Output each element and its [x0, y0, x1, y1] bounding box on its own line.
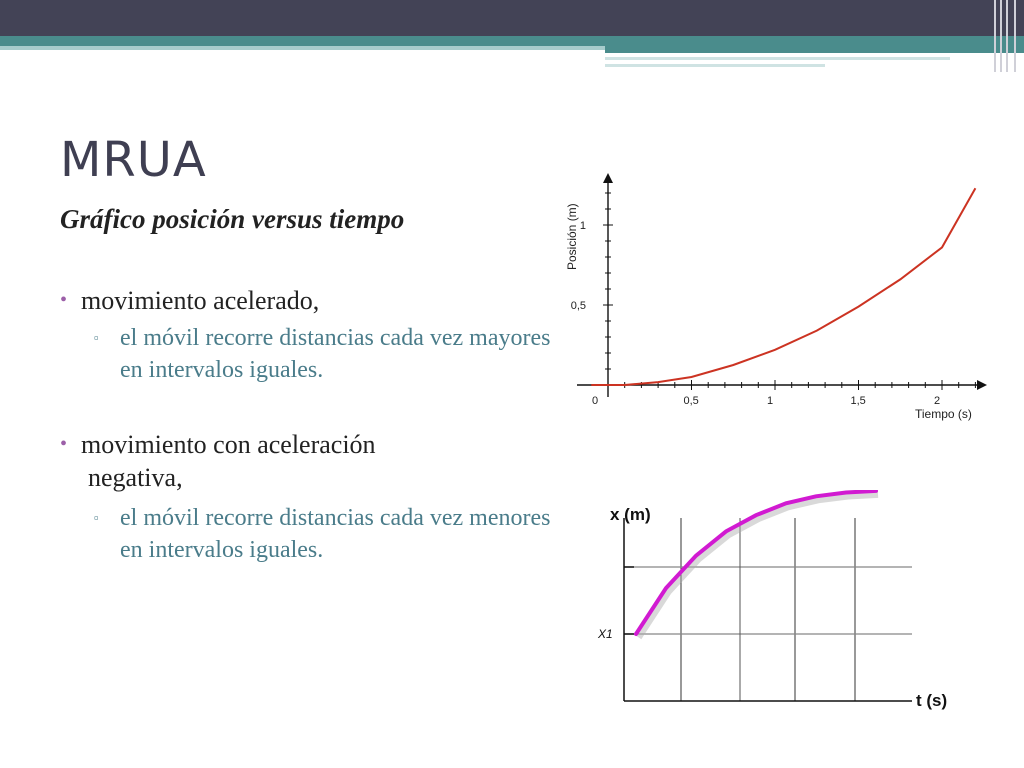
square-bullet-icon: ▫ [94, 330, 99, 345]
bullet-text: movimiento acelerado, [81, 286, 320, 315]
bullet-continuation [88, 461, 183, 494]
x-axis-label: t (s) [916, 691, 948, 710]
header-stripe [0, 36, 1024, 46]
sub-bullet-item [94, 322, 554, 386]
position-time-chart-decelerated [590, 490, 980, 720]
position-time-chart-accelerated [555, 165, 995, 430]
x-axis-arrow-icon [977, 380, 987, 390]
square-bullet-icon: ▫ [94, 510, 99, 525]
bullet-item [60, 284, 319, 320]
x1-annotation: X1 [598, 627, 613, 641]
header-line-short [605, 64, 825, 67]
slide-title: MRUA [60, 132, 207, 188]
series-line [636, 491, 876, 634]
y-axis-label: Posición (m) [565, 203, 579, 270]
header-bar [0, 0, 1024, 36]
header-stripe-light [0, 46, 605, 50]
series-line [591, 188, 975, 385]
x-tick-label: 2 [934, 395, 941, 407]
bullet-dot-icon: • [60, 289, 68, 311]
sub-bullet-text: el móvil recorre distancias cada vez mayores en intervalos iguales. [120, 325, 551, 383]
sub-bullet-item [94, 502, 554, 566]
bullet-item [60, 428, 376, 464]
slide-subtitle: Gráfico posición versus tiempo [60, 204, 405, 234]
x-tick-label: 1 [767, 395, 774, 407]
x-tick-label: 1,5 [850, 395, 866, 407]
bullet-text-line1: movimiento con aceleración [81, 430, 376, 459]
y-tick-label: 0,5 [570, 300, 586, 312]
y-tick-label: 1 [579, 220, 586, 232]
x-axis-label: Tiempo (s) [915, 407, 972, 421]
header-vertical-lines [990, 0, 1024, 72]
sub-bullet-text: el móvil recorre distancias cada vez menores en intervalos iguales. [120, 505, 551, 563]
bullet-dot-icon: • [60, 433, 68, 455]
header-stripe-right [605, 46, 1024, 53]
y-axis-arrow-icon [603, 173, 613, 183]
x-tick-label: 0,5 [683, 395, 699, 407]
header-line [605, 57, 950, 60]
x-tick-label: 0 [592, 395, 599, 407]
bullet-text-line2: negativa, [88, 463, 183, 492]
y-axis-label: x (m) [610, 505, 651, 524]
